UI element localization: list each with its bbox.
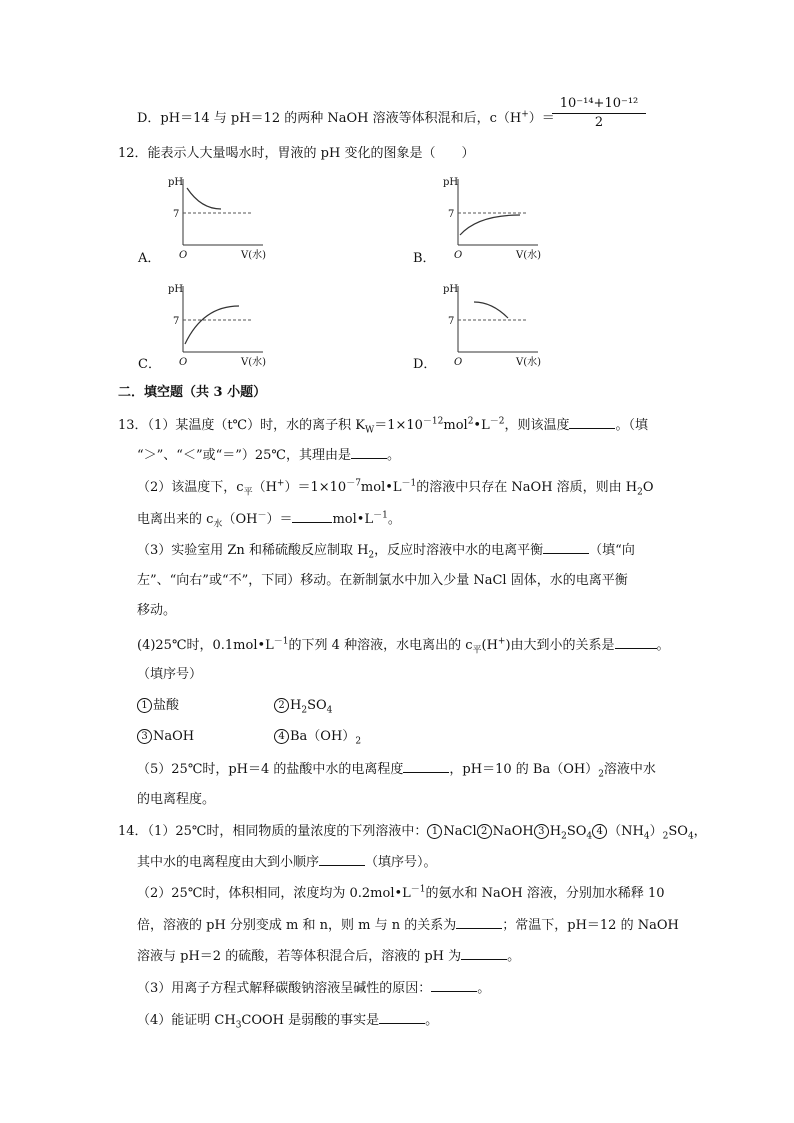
q13-line-4: 电离出来的 $c_水(OH^-)=$ $mol•L^{-1}$。: [137, 510, 401, 530]
answer-blank[interactable]: [319, 853, 365, 866]
circled-number: 2: [274, 698, 289, 713]
x-axis-label: V(水): [516, 250, 542, 261]
answer-blank[interactable]: [431, 979, 477, 992]
q11-option-d: D．pH＝14 与 pH＝12 的两种 NaOH 溶液等体积混和后，c（H+）＝: [137, 109, 555, 126]
origin-label: O: [179, 357, 188, 368]
answer-blank[interactable]: [461, 947, 507, 960]
circled-number: 1: [427, 824, 442, 839]
x-axis-label: V(水): [516, 357, 542, 368]
answer-blank[interactable]: [456, 916, 502, 929]
q13-choice-4: 4 $Ba(OH)_2$: [274, 728, 361, 746]
q14-line-7: （4）能证明 $CH_3COOH$ 是弱酸的事实是 。: [137, 1013, 439, 1031]
q11-fraction: [552, 95, 646, 132]
fraction-denominator: 2: [594, 115, 604, 130]
origin-label: O: [179, 250, 188, 261]
ph-curve: [460, 215, 520, 235]
section-title: 二．填空题（共 3 小题）: [118, 385, 267, 400]
q14-line-6: （3）用离子方程式解释碳酸钠溶液呈碱性的原因： 。: [137, 981, 491, 996]
fraction-numerator: 10⁻¹⁴+10⁻¹²: [552, 95, 646, 114]
q14-line-1: 14．（1）25℃时，相同物质的量浓度的下列溶液中： 1 NaCl 2 NaOH 3 $H_2SO_4$ 4 $(NH_4)_2SO_4$，: [118, 824, 707, 842]
ref-value-label: 7: [173, 209, 180, 220]
x-axis-label: V(水): [241, 250, 267, 261]
answer-blank[interactable]: [403, 760, 449, 773]
q13-line-2: “＞”、“＜”或“＝”）25℃，其理由是 。: [137, 448, 400, 463]
ref-value-label: 7: [448, 209, 455, 220]
q13-choice-1: 1 盐酸: [137, 697, 179, 715]
q14-line-4: 倍，溶液的 pH 分别变成 m 和 n，则 m 与 n 的关系为 ；常温下，pH＝12 的 NaOH: [137, 918, 679, 933]
circled-number: 2: [477, 824, 492, 839]
circled-number: 1: [137, 698, 152, 713]
q13-line-8: (4)25℃时，$0.1mol•L^{-1}$的下列 4 种溶液，水电离出的 $c_平(H^+)$由大到小的关系是 。: [137, 636, 670, 656]
answer-blank[interactable]: [569, 416, 615, 429]
q14-line-3: （2）25℃时，体积相同，浓度均为 $0.2mol•L^{-1}$的氨水和 NaOH 溶液，分别加水稀释 10: [137, 884, 665, 901]
q13-line-7: 移动。: [137, 603, 177, 618]
option-label: A．: [138, 251, 161, 266]
q13-line-12: （5）25℃时，pH＝4 的盐酸中水的电离程度 ，pH＝10 的 $Ba(OH)_2$溶液中水: [137, 762, 656, 780]
y-axis-label: pH: [443, 177, 459, 188]
origin-label: O: [454, 357, 463, 368]
circled-number: 3: [137, 729, 152, 744]
option-label: B．: [413, 251, 436, 266]
q14-line-5: 溶液与 pH＝2 的硫酸，若等体积混合后，溶液的 pH 为 。: [137, 949, 521, 964]
y-axis-label: pH: [443, 284, 459, 295]
circled-number: 4: [274, 729, 289, 744]
answer-blank[interactable]: [379, 1011, 425, 1024]
ph-curve: [474, 302, 508, 318]
q13-choice-2: 2 $H_2SO_4$: [274, 697, 332, 715]
ref-value-label: 7: [448, 316, 455, 327]
ref-value-label: 7: [173, 316, 180, 327]
q13-line-1: 13．（1）某温度（t℃）时，水的离子积 $K_W=1\times 10^{-12}mol^2•L^{-2}$，则该温度 。（填: [118, 416, 648, 436]
q13-choice-3: 3 NaOH: [137, 728, 194, 746]
ph-curve: [185, 306, 239, 344]
q14-line-2: 其中水的电离程度由大到小顺序 （填序号）。: [137, 855, 437, 870]
q13-line-3: （2）该温度下，$c_平(H^+)=1\times 10^{-7}mol•L^{-1}$的溶液中只存在 NaOH 溶质，则由 $H_2O$: [137, 478, 654, 498]
y-axis-label: pH: [168, 284, 184, 295]
ph-curve: [187, 188, 221, 209]
x-axis-label: V(水): [241, 357, 267, 368]
q13-line-13: 的电离程度。: [137, 792, 216, 807]
circled-number: 3: [534, 824, 549, 839]
answer-blank[interactable]: [351, 446, 387, 459]
answer-blank[interactable]: [292, 510, 332, 523]
q13-line-6: 左”、“向右”或“不”，下同）移动。在新制氯水中加入少量 NaCl 固体，水的电离平衡: [137, 573, 628, 588]
q13-line-9: （填序号）: [137, 667, 203, 682]
circled-number: 4: [592, 824, 607, 839]
q13-line-5: （3）实验室用 Zn 和稀硫酸反应制取 $H_2$，反应时溶液中水的电离平衡 （填“向: [137, 543, 635, 561]
option-label: C．: [138, 357, 161, 372]
option-label: D．: [413, 357, 437, 372]
q12-stem: 12．能表示人大量喝水时，胃液的 pH 变化的图象是（ ）: [118, 146, 475, 161]
origin-label: O: [454, 250, 463, 261]
answer-blank[interactable]: [615, 636, 657, 649]
answer-blank[interactable]: [543, 541, 589, 554]
y-axis-label: pH: [168, 177, 184, 188]
